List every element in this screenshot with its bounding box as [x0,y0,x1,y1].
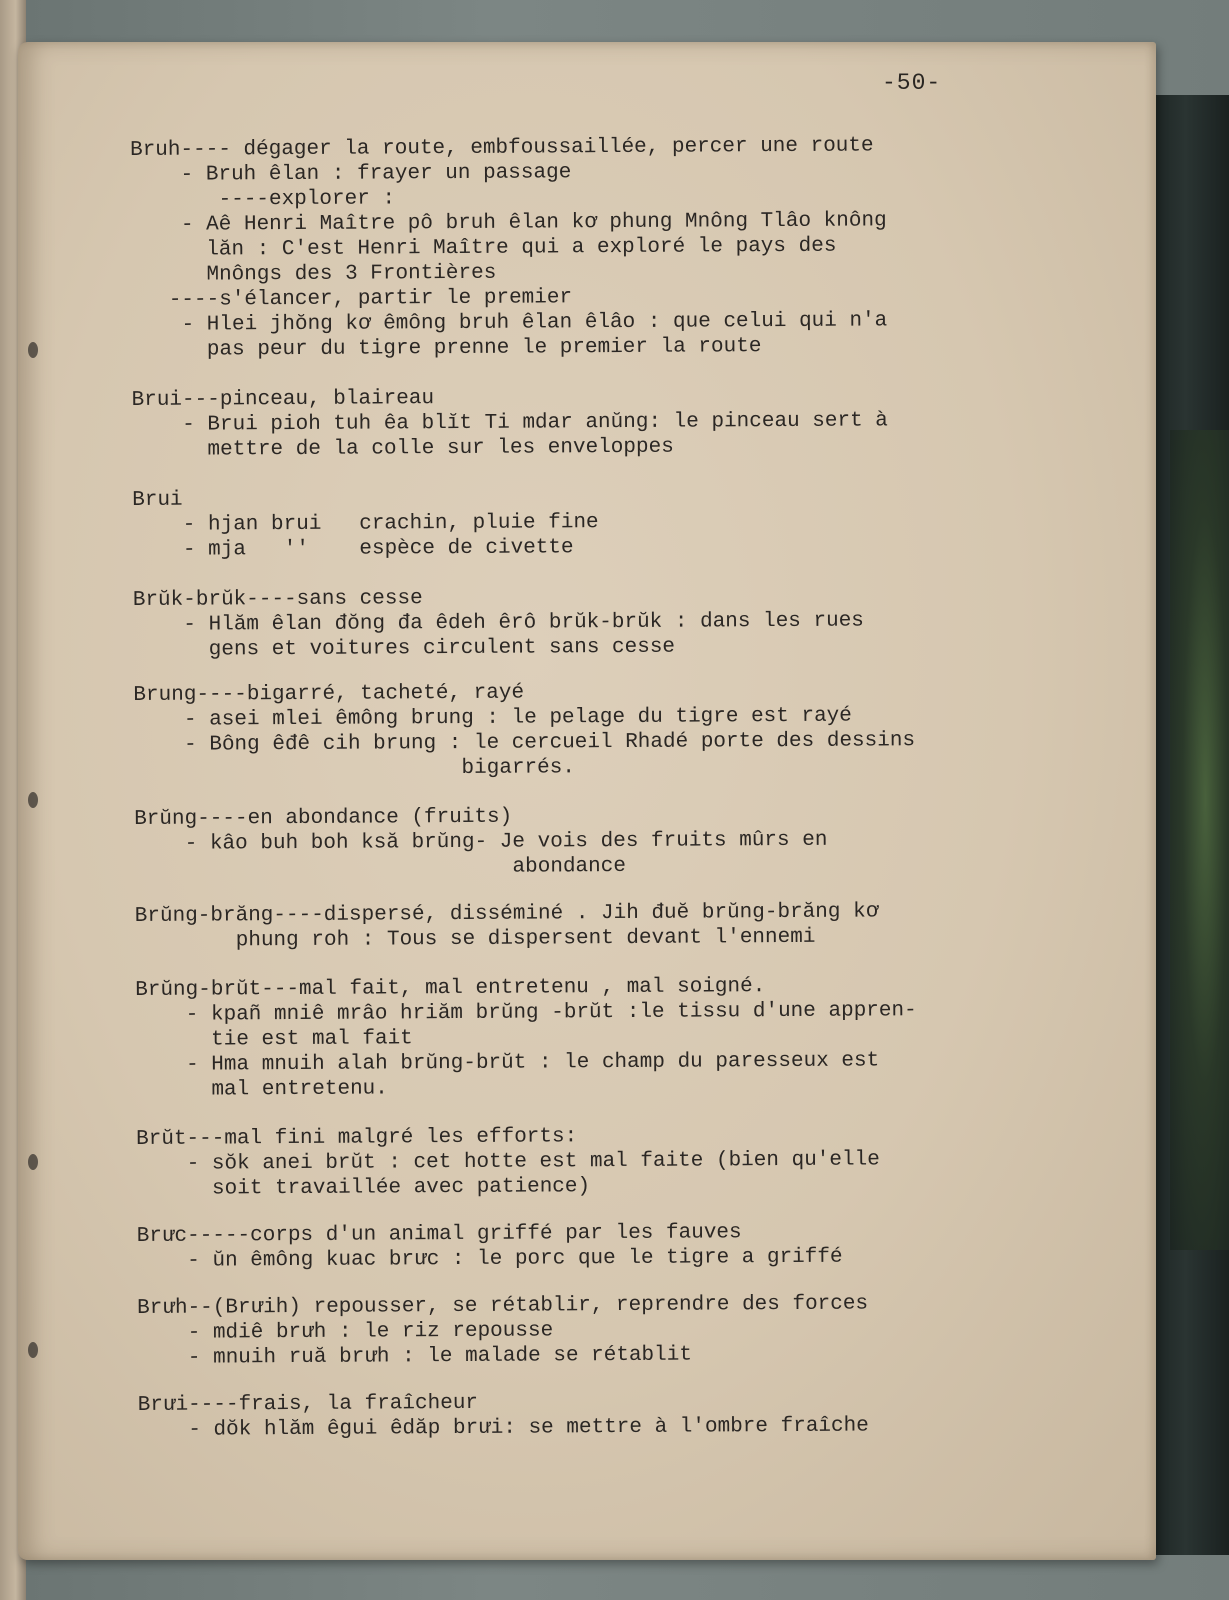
dictionary-entry [137,1218,1137,1274]
entry-list [130,132,1138,1443]
entry-line: - sŏk anei brŭt : cet hotte est mal faite (bien qu'elle [136,1148,880,1176]
background-foliage [1170,430,1229,1250]
entry-line: Mnôngs des 3 Frontières [130,261,497,287]
dictionary-entry [135,972,1136,1103]
entry-line: pas peur du tigre prenne le premier la route [131,335,762,362]
entry-line: Brung----bigarré, tacheté, rayé [133,681,525,707]
page-number: -50- [882,70,942,96]
dictionary-entry [130,132,1131,363]
dictionary-entry [133,582,1133,663]
entry-line: Brưi----frais, la fraîcheur [137,1391,479,1417]
binding-hole [28,1154,38,1170]
entry-line: - Brui pioh tuh êa blĭt Ti mdar anŭng: le pinceau sert à [131,409,888,437]
entry-line: - dŏk hlăm êgui êdăp brưi: se mettre à l'ombre fraîche [137,1414,869,1442]
dictionary-entry [136,1121,1136,1202]
entry-line: - mja '' espèce de civette [132,536,574,562]
entry-line: Bruh---- dégager la route, embfoussaillée, percer une route [130,134,874,162]
entry-line: - Hlei jhŏng kơ êmông bruh êlan êlâo : que celui qui n'a [131,309,888,337]
entry-line: - Aê Henri Maître pô bruh êlan kơ phung Mnông Tlâo knông [130,209,887,237]
entry-line: ----s'élancer, partir le premier [130,286,573,312]
entry-line: bigarrés. [133,756,576,782]
entry-line: Brui [132,488,183,512]
binding-hole [28,342,38,358]
entry-line: - hjan brui crachin, pluie fine [132,511,599,537]
entry-line: Brui---pinceau, blaireau [131,387,435,412]
entry-line: phung roh : Tous se dispersent devant l'ennemi [134,925,816,953]
binding-hole [28,792,38,808]
dictionary-entry [132,482,1132,563]
binding-hole [28,1342,38,1358]
entry-line: Brŭng-brŭt---mal fait, mal entretenu , mal soigné. [135,975,766,1002]
entry-line: Brŭng----en abondance (fruits) [134,805,513,831]
entry-line: lăn : C'est Henri Maître qui a exploré le pays des [130,234,837,262]
entry-line: gens et voitures circulent sans cesse [133,635,676,662]
entry-line: tie est mal fait [135,1027,413,1052]
dictionary-entry [133,677,1134,783]
entry-line: soit travaillée avec patience) [136,1175,591,1201]
entry-line: abondance [134,854,627,881]
entry-line: - Bruh êlan : frayer un passage [130,161,572,187]
entry-line: - mdiê brưh : le riz repousse [137,1319,554,1345]
entry-line: - kâo buh boh ksă brŭng- Je vois des fruits mûrs en [134,828,828,856]
dictionary-entry [138,1387,1138,1443]
entry-line: mal entretenu. [135,1077,388,1102]
entry-line: Brŭng-brăng----dispersé, disséminé . Jih đuĕ brŭng-brăng kơ [134,900,879,928]
dictionary-entry [134,801,1134,882]
dictionary-entry [137,1290,1137,1371]
entry-line: Brŭt---mal fini malgré les efforts: [136,1125,578,1151]
entry-line: - asei mlei êmông brung : le pelage du tigre est rayé [133,704,852,732]
entry-line: mettre de la colle sur les enveloppes [131,435,674,462]
entry-line: Brŭk-brŭk----sans cesse [132,587,423,612]
dictionary-page [18,42,1156,1560]
entry-line: - Hlăm êlan đŏng đa êdeh êrô brŭk-brŭk : dans les rues [132,609,864,637]
entry-line: Brưh--(Brưih) repousser, se rétablir, reprendre des forces [137,1292,869,1320]
entry-line: - kpañ mniê mrâo hriăm brŭng -brŭt :le tissu d'une appren- [135,999,917,1027]
entry-line: - ŭn êmông kuac brưc : le porc que le tigre a griffé [136,1245,843,1273]
dictionary-entry [135,898,1135,954]
dictionary-entry [132,382,1132,463]
entry-line: Brưc-----corps d'un animal griffé par les fauves [136,1221,742,1248]
entry-line: - Bông êđê cih brung : le cercueil Rhadé porte des dessins [133,729,916,757]
entry-line: - Hma mnuih alah brŭng-brŭt : le champ du paresseux est [135,1049,880,1077]
entry-line: ----explorer : [130,187,396,212]
entry-line: - mnuih ruă brưh : le malade se rétablit [137,1343,693,1370]
